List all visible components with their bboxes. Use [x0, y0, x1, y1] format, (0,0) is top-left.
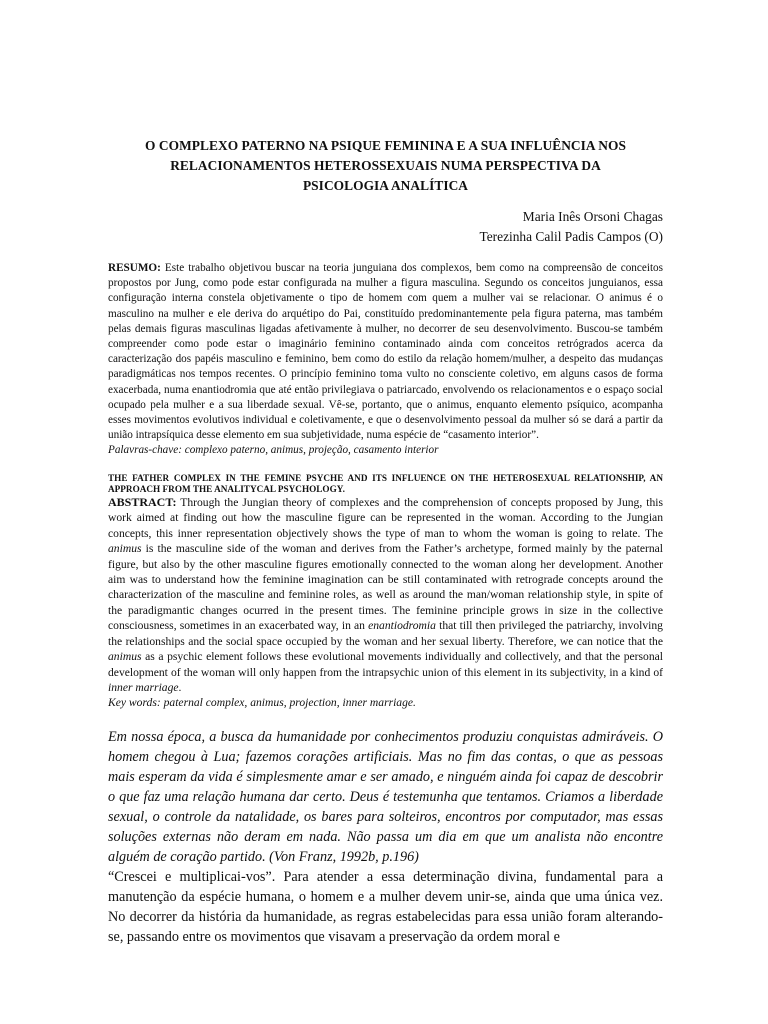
paper-title: [108, 136, 663, 196]
author-2: Terezinha Calil Padis Campos (O): [479, 229, 663, 244]
title-line-3: PSICOLOGIA ANALÍTICA: [302, 178, 469, 193]
abstract-label: ABSTRACT:: [108, 495, 177, 510]
resumo-section: [108, 261, 663, 459]
resumo-text: Este trabalho objetivou buscar na teoria junguiana dos complexos, bem como na compreensão de conceitos propostos por Jung, como pode estar configurada na mulher a figura masculina. Segundo os conceitos junguianos, essa configuração interna constela objetivamente o tipo de homem com quem a mulher vai se relacionar. O animus é o masculino na mulher e ele deriva do arquétipo do Pai, constituído predominantemente pela figura paterna, mas também pelas demais figuras masculinas ligadas afetivamente à mulher, no decorrer de seu desenvolvimento. Buscou-se também compreender como pode estar o imaginário feminino contaminado ainda com conceitos retrógrados acerca da caracterização dos papéis masculino e feminino, bem como do estilo da relação homem/mulher, a despeito das mudanças paradigmáticas nos tempos recentes. O princípio feminino toma vulto no consciente coletivo, em alguns casos de forma exacerbada, numa enantiodromia que até então privilegiava o patriarcado, envolvendo os relacionamentos e o espaço social ocupado pela mulher e a sua liberdade sexual. Vê-se, portanto, que o animus, enquanto elemento psíquico, acompanha esses movimentos evolutivos individual e coletivamente, e que o desenvolvimento pessoal da mulher só se dará a partir da união intrapsíquica desse elemento em sua subjetividade, numa espécie de “casamento interior”.: [108, 262, 663, 442]
abstract-text-5: .: [178, 680, 182, 694]
title-line-1: O COMPLEXO PATERNO NA PSIQUE FEMININA E A SUA INFLUÊNCIA NOS: [145, 138, 626, 153]
body-paragraph: “Crescei e multiplicai-vos”. Para atender a essa determinação divina, fundamental para a manutenção da espécie humana, o homem e a mulher devem unir-se, ainda que uma única vez. No decorrer da história da humanidade, as regras estabelecidas para essa união foram alterando-se, passando entre os movimentos que visavam a preservação da ordem moral e: [108, 868, 663, 945]
abstract-animus-1: animus: [108, 542, 142, 556]
english-title: THE FATHER COMPLEX IN THE FEMINE PSYCHE AND ITS INFLUENCE ON THE HETEROSEXUAL RELATIONSHIP, AN APPROACH FROM THE ANALITYCAL PSYCHOLOGY.: [108, 472, 663, 494]
document-page: [108, 0, 663, 947]
author-1: Maria Inês Orsoni Chagas: [522, 209, 663, 224]
key-words: Key words: paternal complex, animus, projection, inner marriage.: [108, 696, 416, 710]
abstract-animus-2: animus: [108, 650, 142, 664]
title-line-2: RELACIONAMENTOS HETEROSSEXUAIS NUMA PERSPECTIVA DA: [170, 158, 601, 173]
abstract-text-2: is the masculine side of the woman and derives from the Father’s archetype, formed mainly by the paternal figure, but also by the other masculine figures emotionally connected to the woman along her development. Another aim was to understand how the feminine imagination can be still contaminated with retrograde concepts around the characterization of the masculine and feminine roles, as well as around the man/woman relationship style, in spite of the paradigmantic changes ocurred in the present times. The feminine principle grows in size in the collective consciousness, sometimes in an exacerbated way, in an: [108, 542, 663, 633]
abstract-text-3: that till then privileged the patriarchy, involving the relationships and the social space occupied by the woman and her sexual liberty. Therefore, we can notice that the: [108, 619, 663, 648]
abstract-section: [108, 495, 663, 711]
epigraph-quote: Em nossa época, a busca da humanidade por conhecimentos produziu conquistas admiráveis. O homem chegou à Lua; fazemos corações artificiais. Mas no fim das contas, o que as pessoas mais esperam da vida é simplesmente amar e ser amado, e ninguém ainda foi capaz de descobrir o que faz uma relação humana dar certo. Deus é testemunha que tentamos. Criamos a liberdade sexual, o controle da natalidade, os bares para solteiros, encontros por computador, mas essas soluções externas não deram em nada. Não passa um dia em que um analista não encontre alguém de coração partido. (Von Franz, 1992b, p.196): [108, 728, 663, 865]
abstract-enantiodromia: enantiodromia: [368, 619, 436, 633]
palavras-chave: Palavras-chave: complexo paterno, animus, projeção, casamento interior: [108, 444, 439, 457]
abstract-text-1: Through the Jungian theory of complexes and the comprehension of concepts proposed by Jung, this work aimed at finding out how the masculine figure can be represented in the woman. According to the Jungian concepts, this inner representation objectively shows the type of man to whom the woman is going to relate. The: [108, 496, 663, 540]
abstract-text-4: as a psychic element follows these evolutional movements individually and collectively, and that the personal development of the woman will only happen from the intrapsychic union of this element in its subjectivity, in a kind of: [108, 650, 663, 679]
resumo-label: RESUMO:: [108, 262, 161, 274]
abstract-inner-marriage: inner marriage: [108, 680, 179, 694]
author-block: [108, 207, 663, 247]
